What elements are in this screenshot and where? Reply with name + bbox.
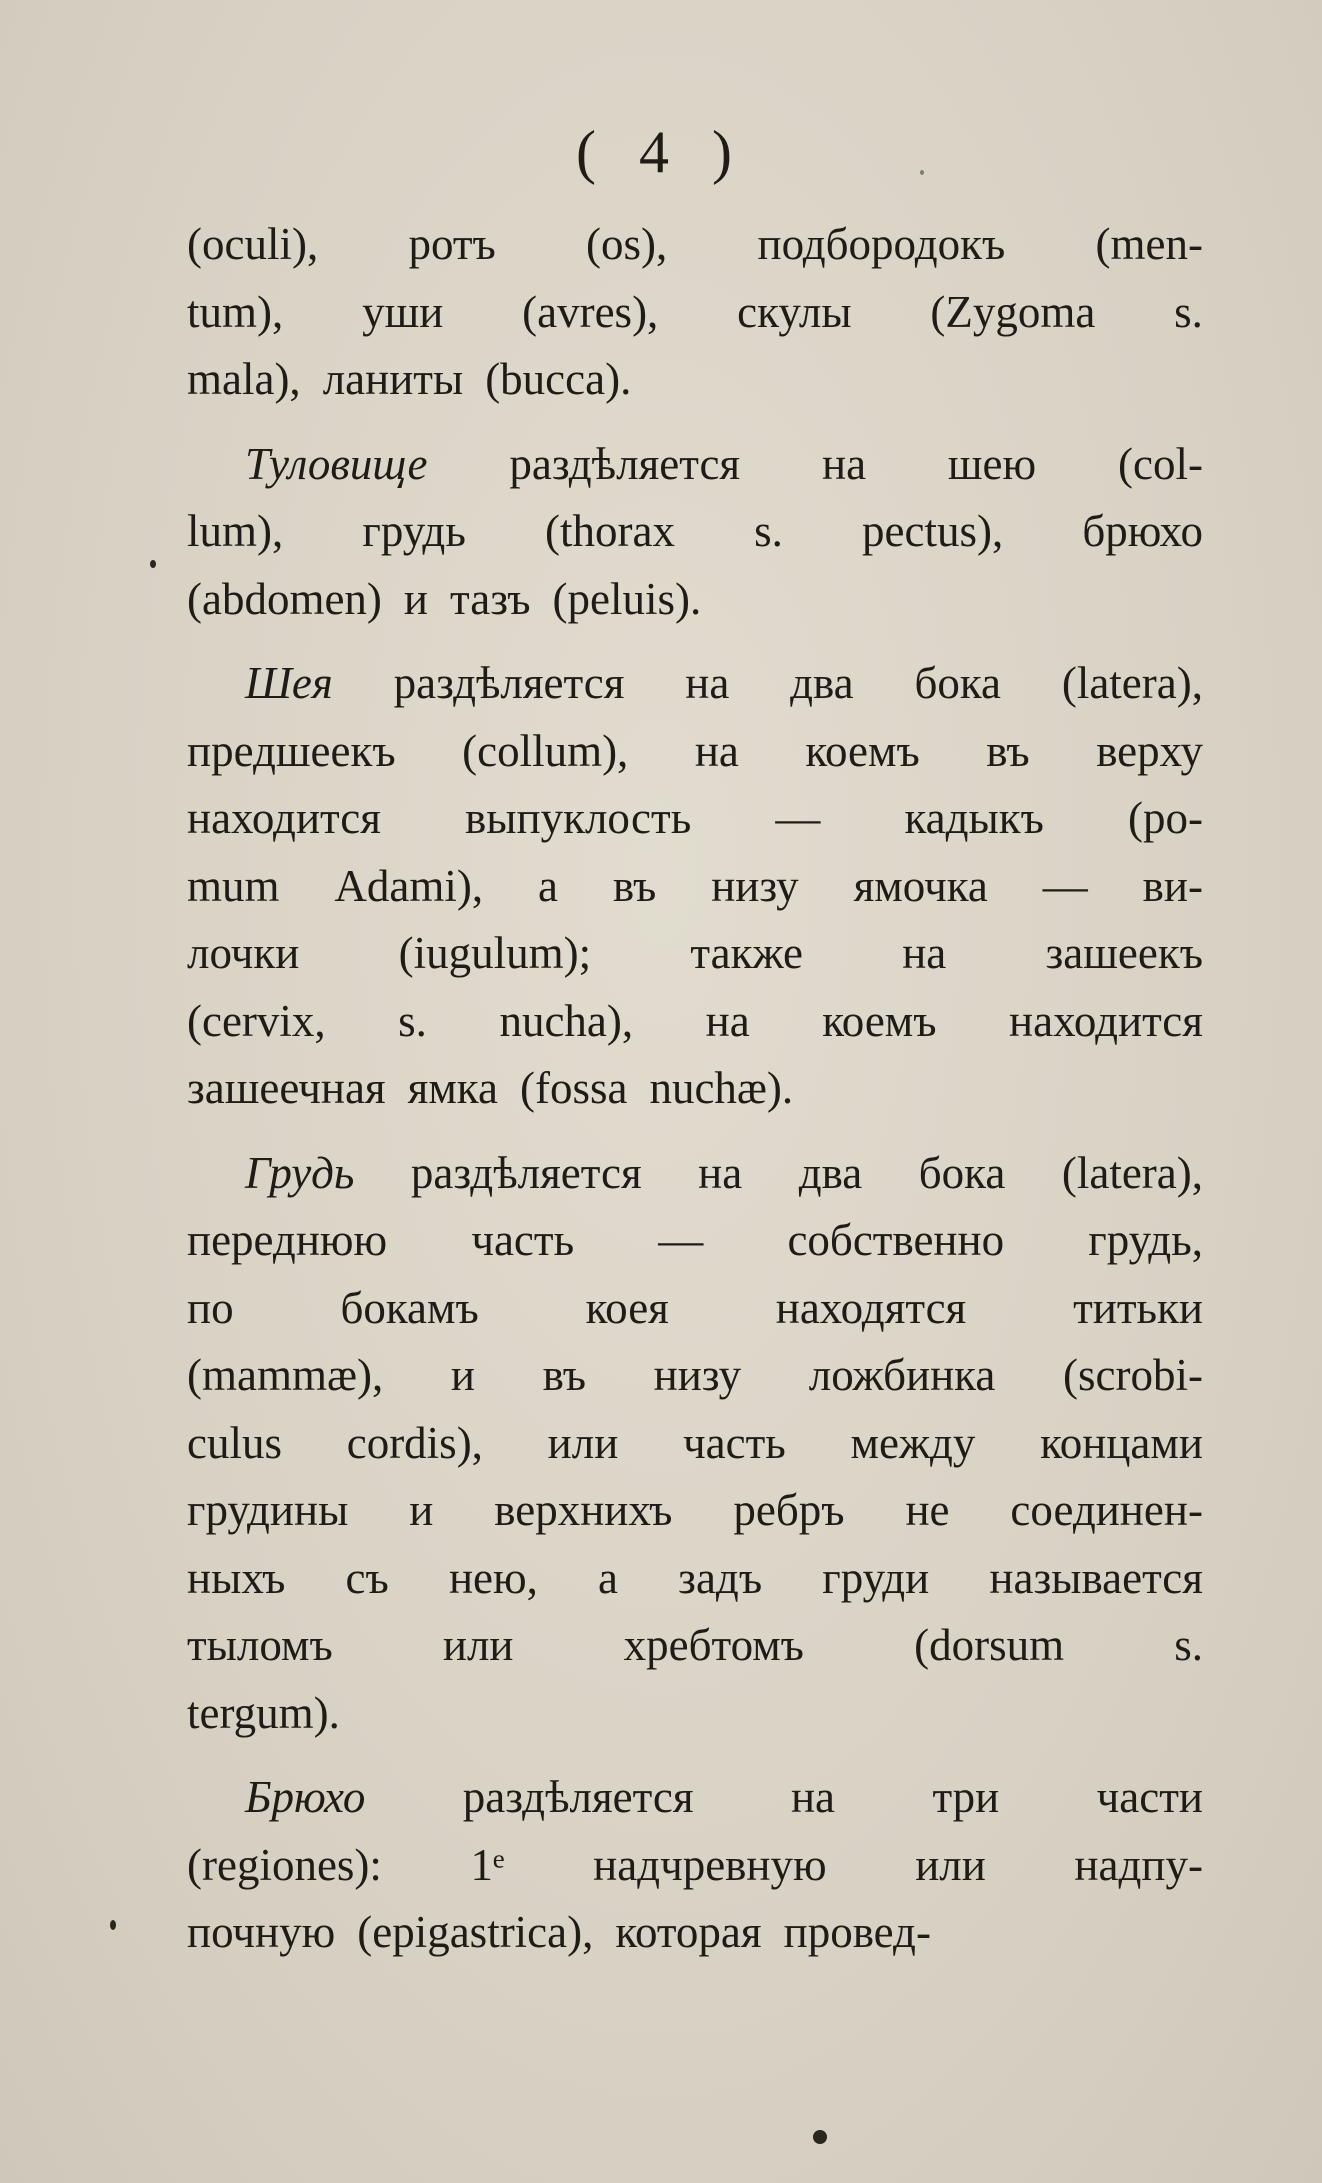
word: коемъ [805, 725, 920, 776]
word: nucha), [499, 995, 634, 1046]
word: s. [754, 506, 783, 556]
word: ямка [407, 1063, 498, 1113]
word: (bucca). [485, 354, 632, 404]
text-line [187, 1282, 1203, 1350]
word: надпу- [1074, 1839, 1203, 1890]
text-line [187, 1687, 1203, 1755]
text-line [187, 1417, 1203, 1485]
word: (scrobi- [1062, 1350, 1203, 1400]
paragraph [187, 438, 1203, 641]
page-number: ( 4 ) [576, 119, 746, 185]
word: pectus), [862, 506, 1004, 556]
word: концами [1040, 1417, 1203, 1468]
word: (avres), [522, 286, 659, 337]
word: или [915, 1839, 986, 1890]
text-line [187, 353, 1203, 421]
word: переднюю [187, 1215, 388, 1265]
word: низу [653, 1350, 742, 1400]
word: на [821, 438, 867, 489]
word: груди [822, 1552, 930, 1603]
word: титьки [1073, 1282, 1203, 1333]
word: s. [1174, 1620, 1203, 1670]
text-line [187, 1349, 1203, 1417]
word: nuchæ). [649, 1063, 794, 1113]
ink-speck [150, 560, 156, 568]
word: находятся [775, 1282, 967, 1333]
paragraph [187, 657, 1203, 1130]
ink-speck [110, 1920, 116, 1930]
word: (collum), [462, 725, 629, 776]
text-line [187, 505, 1203, 573]
text-line [187, 1619, 1203, 1687]
word: коея [585, 1282, 669, 1333]
word: (iugulum); [398, 928, 592, 978]
word: раздѣляется [509, 438, 741, 489]
text-line [187, 1906, 1203, 1974]
word: часть [683, 1417, 786, 1468]
word: грудины [187, 1485, 349, 1535]
word: раздѣляется [462, 1772, 694, 1822]
word: Adami), [334, 860, 484, 911]
word: и [403, 573, 429, 624]
word: части [1096, 1772, 1203, 1822]
text-line [187, 1839, 1203, 1907]
word: низу [711, 860, 799, 911]
word: 1ᵉ [470, 1839, 505, 1890]
text-line [187, 1062, 1203, 1130]
ink-speck [920, 170, 924, 175]
word: Шея [245, 658, 333, 708]
word: s. [398, 995, 427, 1046]
text-line [187, 438, 1203, 506]
word: на [694, 725, 739, 776]
word: почную [187, 1907, 336, 1957]
word: Туловище [245, 438, 428, 489]
word: и [450, 1350, 475, 1400]
word: верхнихъ [494, 1485, 673, 1535]
word: на [698, 1147, 743, 1198]
word: Брюхо [245, 1772, 366, 1822]
text-line [187, 573, 1203, 641]
word: не [905, 1485, 950, 1535]
word: на [902, 928, 947, 978]
word: mum [187, 860, 280, 911]
word: съ [345, 1552, 389, 1603]
word: бока [918, 1147, 1006, 1198]
word: которая [615, 1907, 762, 1957]
text-line [187, 1214, 1203, 1282]
word: зашеекъ [1045, 928, 1203, 978]
word: (Zygoma [930, 286, 1096, 337]
word: соединен- [1010, 1485, 1203, 1535]
word: tum), [187, 286, 284, 337]
word: грудь, [1088, 1215, 1203, 1265]
word: хребтомъ [623, 1620, 804, 1670]
word: — [658, 1215, 704, 1265]
word: ланиты [322, 354, 464, 404]
word: (dorsum [914, 1620, 1065, 1670]
text-line [187, 792, 1203, 860]
word: lum), [187, 506, 284, 556]
word: на [705, 995, 750, 1046]
word: на [790, 1772, 836, 1822]
word: mala), [187, 354, 301, 404]
word: нею, [448, 1552, 538, 1603]
word: s. [1174, 286, 1203, 337]
word: (men- [1095, 219, 1203, 269]
text-line [187, 1771, 1203, 1839]
word: culus [187, 1417, 282, 1468]
word: (po- [1128, 793, 1203, 843]
word: бока [914, 658, 1002, 708]
word: на [685, 658, 730, 708]
paragraph [187, 1147, 1203, 1755]
word: собственно [787, 1215, 1005, 1265]
word: грудь [362, 506, 466, 556]
word: также [690, 928, 803, 978]
body-text [187, 218, 1203, 1991]
word: провед- [783, 1907, 931, 1957]
word: (abdomen) [187, 573, 382, 624]
ink-speck [813, 2130, 827, 2144]
word: (os), [586, 219, 668, 269]
word: брюхо [1082, 506, 1203, 556]
word: въ [986, 725, 1030, 776]
word: надчревную [593, 1839, 827, 1890]
paragraph [187, 218, 1203, 421]
word: три [932, 1772, 1000, 1822]
text-line [187, 860, 1203, 928]
word: ложбинка [808, 1350, 996, 1400]
word: (thorax [545, 506, 675, 556]
text-line [187, 286, 1203, 354]
word: шею [947, 438, 1037, 489]
paragraph [187, 1771, 1203, 1974]
word: по [187, 1282, 234, 1333]
word: (fossa [519, 1063, 628, 1113]
word: лочки [187, 928, 300, 978]
word: выпуклость [465, 793, 692, 843]
word: Грудь [245, 1147, 355, 1198]
text-line [187, 995, 1203, 1063]
word: подбородокъ [757, 219, 1006, 269]
word: между [850, 1417, 976, 1468]
word: два [798, 1147, 863, 1198]
word: tergum). [187, 1687, 340, 1738]
word: коемъ [822, 995, 937, 1046]
word: (oculi), [187, 219, 319, 269]
word: называется [989, 1552, 1203, 1603]
word: или [547, 1417, 619, 1468]
word: ребръ [733, 1485, 845, 1535]
text-line [187, 725, 1203, 793]
word: (peluis). [552, 573, 702, 624]
word: находится [1009, 995, 1203, 1046]
word: часть [471, 1215, 575, 1265]
word: верху [1096, 725, 1203, 776]
text-line [187, 1484, 1203, 1552]
word: ныхъ [187, 1552, 286, 1603]
word: (latera), [1061, 1147, 1203, 1198]
word: уши [362, 286, 444, 337]
text-line [187, 1147, 1203, 1215]
word: ямочка [853, 860, 988, 911]
word: въ [542, 1350, 586, 1400]
text-line [187, 218, 1203, 286]
word: бокамъ [340, 1282, 479, 1333]
word: — [1042, 860, 1088, 911]
text-line [187, 927, 1203, 995]
word: а [538, 860, 558, 911]
word: два [790, 658, 854, 708]
word: раздѣляется [393, 658, 625, 708]
word: кадыкъ [904, 793, 1044, 843]
word: задъ [678, 1552, 763, 1603]
word: предшеекъ [187, 725, 396, 776]
word: cordis), [346, 1417, 483, 1468]
word: скулы [737, 286, 852, 337]
text-line [187, 657, 1203, 725]
word: а [598, 1552, 619, 1603]
word: (epigastrica), [357, 1907, 594, 1957]
word: зашеечная [187, 1063, 386, 1113]
word: (mammæ), [187, 1350, 384, 1400]
word: ви- [1142, 860, 1203, 911]
word: или [442, 1620, 514, 1670]
word: (latera), [1061, 658, 1203, 708]
word: раздѣляется [410, 1147, 642, 1198]
word: (regiones): [187, 1839, 382, 1890]
word: въ [612, 860, 657, 911]
word: находится [187, 793, 381, 843]
word: тазъ [450, 573, 531, 624]
word: (cervix, [187, 995, 326, 1046]
word: тыломъ [187, 1620, 333, 1670]
word: — [775, 793, 821, 843]
word: (col- [1118, 438, 1203, 489]
word: ротъ [408, 219, 496, 269]
word: и [409, 1485, 434, 1535]
text-line [187, 1552, 1203, 1620]
